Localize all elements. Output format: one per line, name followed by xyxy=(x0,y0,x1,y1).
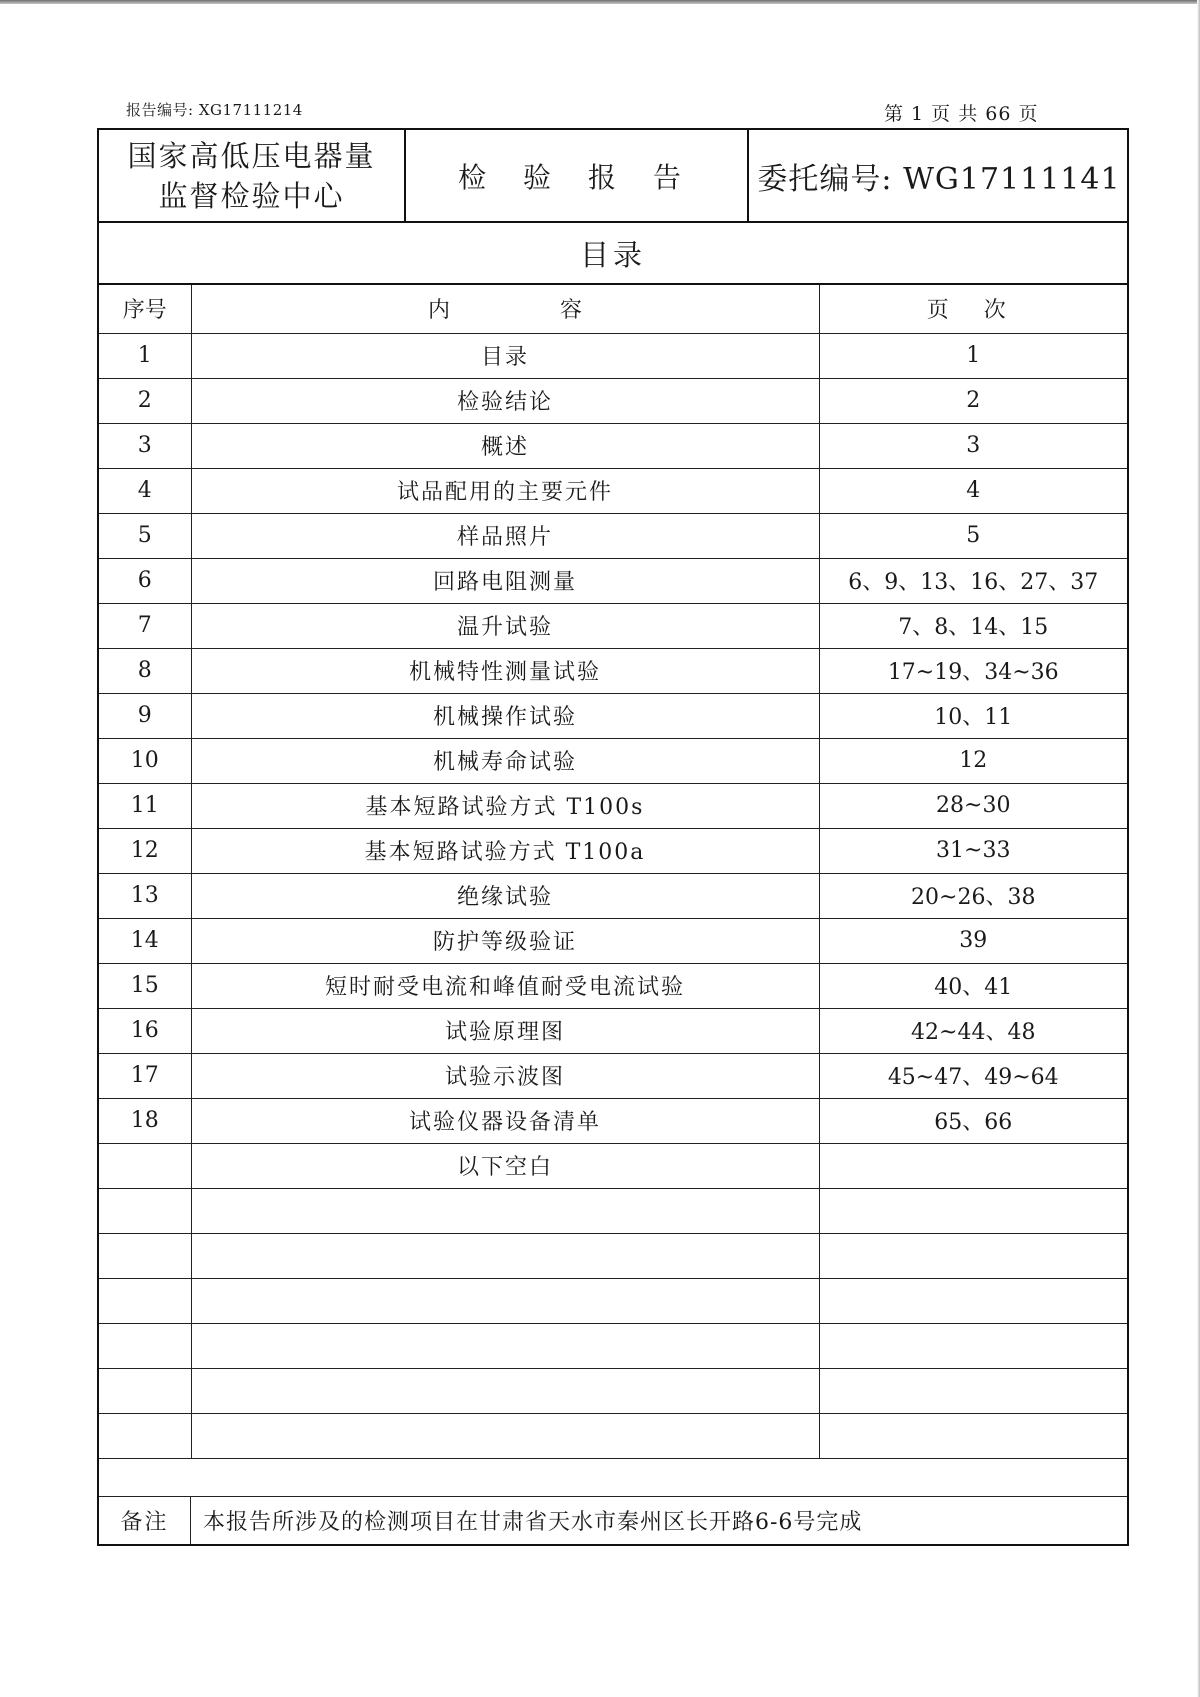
row-seq: 16 xyxy=(99,1008,191,1053)
table-row xyxy=(99,648,1127,693)
organization-line-1: 国家高低压电器量 xyxy=(127,138,376,173)
table-row xyxy=(99,963,1127,1008)
row-content: 基本短路试验方式 T100a xyxy=(191,828,819,873)
row-seq: 8 xyxy=(99,648,191,693)
table-row xyxy=(99,333,1127,378)
row-content: 机械操作试验 xyxy=(191,693,819,738)
remark-text: 本报告所涉及的检测项目在甘肃省天水市秦州区长开路6-6号完成 xyxy=(203,1510,863,1535)
table-row xyxy=(99,783,1127,828)
table-row xyxy=(99,468,1127,513)
row-content: 检验结论 xyxy=(191,378,819,423)
table-row xyxy=(99,423,1127,468)
row-seq: 18 xyxy=(99,1098,191,1143)
row-seq: 11 xyxy=(99,783,191,828)
row-pages xyxy=(819,1233,1127,1278)
row-content: 回路电阻测量 xyxy=(191,558,819,603)
row-pages: 31~33 xyxy=(819,828,1127,873)
table-row xyxy=(99,1143,1127,1188)
row-content xyxy=(191,1188,819,1233)
row-seq: 4 xyxy=(99,468,191,513)
table-row xyxy=(99,1413,1127,1458)
column-header-content: 内容 xyxy=(191,285,819,333)
row-content xyxy=(191,1278,819,1323)
table-row xyxy=(99,1278,1127,1323)
row-content: 试验原理图 xyxy=(191,1008,819,1053)
row-pages: 42~44、48 xyxy=(819,1008,1127,1053)
table-row xyxy=(99,603,1127,648)
scan-edge xyxy=(0,0,1200,4)
row-pages xyxy=(819,1413,1127,1458)
row-pages: 6、9、13、16、27、37 xyxy=(819,558,1127,603)
row-pages xyxy=(819,1278,1127,1323)
page-info: 第 1 页 共 66 页 xyxy=(884,103,1039,125)
report-number: 报告编号: XG17111214 xyxy=(126,101,303,119)
organization-line-2: 监督检验中心 xyxy=(158,178,345,213)
row-pages: 17~19、34~36 xyxy=(819,648,1127,693)
organization-cell xyxy=(99,130,406,221)
row-content: 防护等级验证 xyxy=(191,918,819,963)
row-pages: 10、11 xyxy=(819,693,1127,738)
commission-number: 委托编号: WG17111141 xyxy=(757,161,1121,197)
row-seq: 3 xyxy=(99,423,191,468)
row-seq: 7 xyxy=(99,603,191,648)
table-row xyxy=(99,918,1127,963)
report-banner xyxy=(99,130,1127,223)
table-row xyxy=(99,513,1127,558)
table-row xyxy=(99,1053,1127,1098)
row-seq xyxy=(99,1143,191,1188)
remark-row xyxy=(99,1496,1127,1544)
row-seq xyxy=(99,1233,191,1278)
row-content: 试验示波图 xyxy=(191,1053,819,1098)
row-seq: 12 xyxy=(99,828,191,873)
row-seq: 17 xyxy=(99,1053,191,1098)
row-pages xyxy=(819,1368,1127,1413)
row-pages: 12 xyxy=(819,738,1127,783)
row-seq: 1 xyxy=(99,333,191,378)
row-content: 试验仪器设备清单 xyxy=(191,1098,819,1143)
row-pages: 20~26、38 xyxy=(819,873,1127,918)
row-seq: 6 xyxy=(99,558,191,603)
toc-header-row xyxy=(99,285,1127,333)
column-header-seq: 序号 xyxy=(99,285,191,333)
row-content: 样品照片 xyxy=(191,513,819,558)
remark-label: 备注 xyxy=(99,1497,191,1544)
row-pages: 45~47、49~64 xyxy=(819,1053,1127,1098)
table-row xyxy=(99,378,1127,423)
table-row xyxy=(99,1008,1127,1053)
row-pages: 3 xyxy=(819,423,1127,468)
table-row xyxy=(99,738,1127,783)
table-row xyxy=(99,558,1127,603)
row-content xyxy=(191,1233,819,1278)
row-seq xyxy=(99,1413,191,1458)
row-content xyxy=(191,1413,819,1458)
row-seq: 2 xyxy=(99,378,191,423)
row-pages: 5 xyxy=(819,513,1127,558)
row-content: 概述 xyxy=(191,423,819,468)
toc-table xyxy=(99,285,1127,1459)
row-pages: 65、66 xyxy=(819,1098,1127,1143)
row-seq xyxy=(99,1323,191,1368)
row-content: 绝缘试验 xyxy=(191,873,819,918)
row-content: 试品配用的主要元件 xyxy=(191,468,819,513)
row-pages: 40、41 xyxy=(819,963,1127,1008)
row-seq: 5 xyxy=(99,513,191,558)
row-pages xyxy=(819,1188,1127,1233)
row-pages: 39 xyxy=(819,918,1127,963)
row-pages: 28~30 xyxy=(819,783,1127,828)
column-header-pages: 页 次 xyxy=(819,285,1127,333)
table-row xyxy=(99,1368,1127,1413)
row-content xyxy=(191,1323,819,1368)
table-row xyxy=(99,1098,1127,1143)
row-seq xyxy=(99,1278,191,1323)
row-content: 短时耐受电流和峰值耐受电流试验 xyxy=(191,963,819,1008)
row-content xyxy=(191,1368,819,1413)
row-pages xyxy=(819,1143,1127,1188)
row-seq: 15 xyxy=(99,963,191,1008)
row-seq: 14 xyxy=(99,918,191,963)
table-row xyxy=(99,693,1127,738)
row-content: 机械寿命试验 xyxy=(191,738,819,783)
table-row xyxy=(99,1323,1127,1368)
row-seq: 13 xyxy=(99,873,191,918)
toc-title: 目录 xyxy=(99,223,1127,285)
row-pages: 7、8、14、15 xyxy=(819,603,1127,648)
table-row xyxy=(99,1188,1127,1233)
row-pages xyxy=(819,1323,1127,1368)
row-seq: 10 xyxy=(99,738,191,783)
document-type: 检 验 报 告 xyxy=(406,130,749,221)
table-row xyxy=(99,1233,1127,1278)
row-content: 机械特性测量试验 xyxy=(191,648,819,693)
row-content: 温升试验 xyxy=(191,603,819,648)
row-pages: 1 xyxy=(819,333,1127,378)
row-seq xyxy=(99,1368,191,1413)
row-content: 基本短路试验方式 T100s xyxy=(191,783,819,828)
row-pages: 4 xyxy=(819,468,1127,513)
report-frame xyxy=(97,128,1129,1546)
row-seq: 9 xyxy=(99,693,191,738)
row-content: 目录 xyxy=(191,333,819,378)
row-pages: 2 xyxy=(819,378,1127,423)
table-row xyxy=(99,873,1127,918)
row-content: 以下空白 xyxy=(191,1143,819,1188)
table-row xyxy=(99,828,1127,873)
row-seq xyxy=(99,1188,191,1233)
